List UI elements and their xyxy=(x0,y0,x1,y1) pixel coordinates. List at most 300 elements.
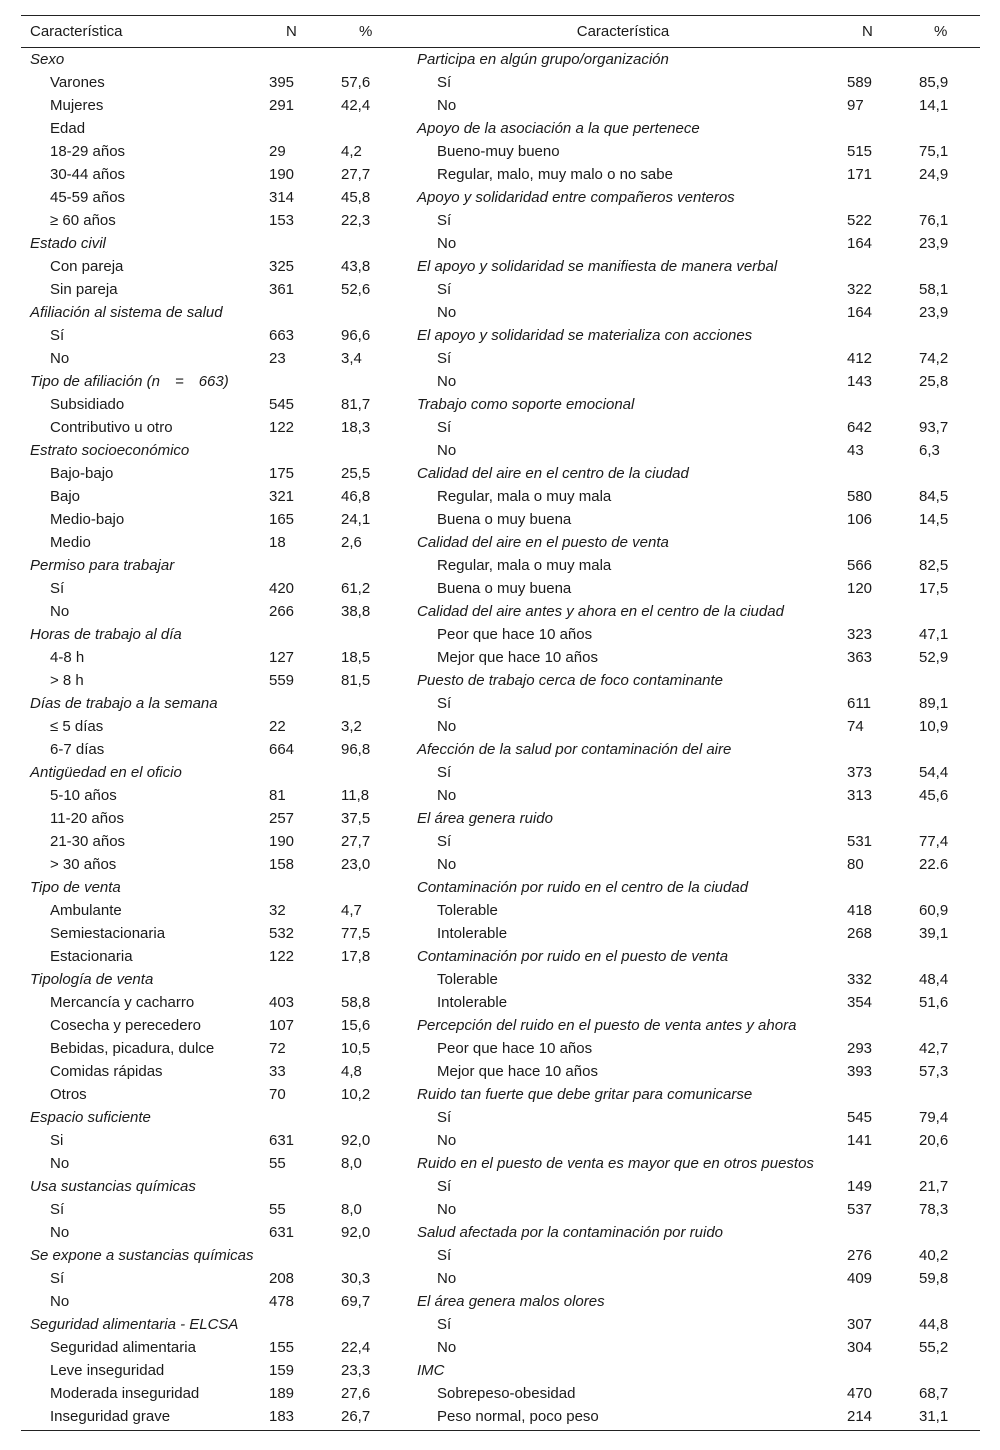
count-left: 153 xyxy=(269,212,295,229)
percent-right: 22.6 xyxy=(919,856,949,873)
count-right xyxy=(837,600,909,623)
subcategory-label-left: 30-44 años xyxy=(50,166,126,183)
percent-left: 11,8 xyxy=(341,787,370,804)
subcategory-label-right: Sí xyxy=(437,833,452,850)
subcategory-label-left: No xyxy=(50,1293,70,1310)
count-left: 33 xyxy=(269,1063,286,1080)
subcategory-label-right: Intolerable xyxy=(437,925,508,942)
subcategory-label-right: Mejor que hace 10 años xyxy=(437,649,598,666)
table-row xyxy=(21,1336,980,1359)
table-row xyxy=(21,393,980,416)
count-right: 293 xyxy=(847,1040,873,1057)
count-right xyxy=(837,48,909,72)
subcategory-label-left: Subsidiado xyxy=(50,396,125,413)
percent-right: 45,6 xyxy=(919,787,949,804)
count-left: 122 xyxy=(269,948,295,965)
subcategory-label-left: Bebidas, picadura, dulce xyxy=(50,1040,215,1057)
count-right xyxy=(837,807,909,830)
category-label-right: Calidad del aire en el centro de la ciudad xyxy=(417,465,689,482)
count-right: 522 xyxy=(847,212,873,229)
table-row xyxy=(21,416,980,439)
count-right xyxy=(837,738,909,761)
subcategory-label-left: Con pareja xyxy=(50,258,124,275)
percent-left: 3,2 xyxy=(341,718,362,735)
count-right: 164 xyxy=(847,235,873,252)
percent-right: 60,9 xyxy=(919,902,949,919)
percent-left: 25,5 xyxy=(341,465,371,482)
percent-right: 59,8 xyxy=(919,1270,949,1287)
percent-right: 47,1 xyxy=(919,626,949,643)
table-row xyxy=(21,508,980,531)
percent-right xyxy=(909,462,980,485)
percent-right: 51,6 xyxy=(919,994,949,1011)
percent-left: 37,5 xyxy=(341,810,371,827)
count-left: 23 xyxy=(269,350,286,367)
table-row xyxy=(21,646,980,669)
subcategory-label-left: 11-20 años xyxy=(50,810,124,827)
percent-right xyxy=(909,48,980,72)
header-characteristic-left: Característica xyxy=(21,16,261,48)
category-label-left: Tipo de venta xyxy=(30,879,121,896)
table-row xyxy=(21,347,980,370)
category-label-right: Ruido tan fuerte que debe gritar para comunicarse xyxy=(417,1086,753,1103)
count-left: 32 xyxy=(269,902,286,919)
table-row xyxy=(21,1014,980,1037)
table-row xyxy=(21,761,980,784)
table-body xyxy=(21,48,980,1431)
count-right: 313 xyxy=(847,787,873,804)
header-n-left: N xyxy=(261,16,333,48)
count-left: 159 xyxy=(269,1362,295,1379)
count-right xyxy=(837,255,909,278)
percent-right xyxy=(909,1290,980,1313)
subcategory-label-right: Sí xyxy=(437,695,452,712)
category-label-right: El apoyo y solidaridad se manifiesta de manera verbal xyxy=(417,258,778,275)
table-row xyxy=(21,1267,980,1290)
category-label-right: IMC xyxy=(417,1362,445,1379)
subcategory-label-right: Tolerable xyxy=(437,902,498,919)
category-label-right: Puesto de trabajo cerca de foco contaminante xyxy=(417,672,724,689)
subcategory-label-left: Mercancía y cacharro xyxy=(50,994,195,1011)
count-left: 72 xyxy=(269,1040,286,1057)
category-label-right: Afección de la salud por contaminación del aire xyxy=(417,741,732,758)
percent-left xyxy=(333,117,409,140)
count-right: 515 xyxy=(847,143,873,160)
count-right: 393 xyxy=(847,1063,873,1080)
count-right: 214 xyxy=(837,1405,909,1431)
subcategory-label-right: Regular, malo, muy malo o no sabe xyxy=(437,166,673,183)
subcategory-label-right: No xyxy=(437,856,457,873)
percent-right: 76,1 xyxy=(919,212,949,229)
count-right: 143 xyxy=(847,373,873,390)
percent-right: 14,5 xyxy=(919,511,949,528)
count-right: 537 xyxy=(847,1201,873,1218)
table-row xyxy=(21,600,980,623)
subcategory-label-right: Buena o muy buena xyxy=(437,580,572,597)
count-right xyxy=(837,1359,909,1382)
count-left: 122 xyxy=(269,419,295,436)
percent-left: 38,8 xyxy=(341,603,371,620)
subcategory-label-left: Sí xyxy=(50,580,65,597)
count-left: 361 xyxy=(269,281,295,298)
count-right xyxy=(837,876,909,899)
header-percent-left: % xyxy=(333,16,409,48)
subcategory-label-left: Medio xyxy=(50,534,91,551)
percent-right: 21,7 xyxy=(919,1178,949,1195)
table-row xyxy=(21,899,980,922)
header-n-right: N xyxy=(837,16,909,48)
table-row xyxy=(21,991,980,1014)
subcategory-label-left: Inseguridad grave xyxy=(21,1405,261,1431)
category-label-left: Horas de trabajo al día xyxy=(30,626,182,643)
table-row xyxy=(21,370,980,393)
count-left: 664 xyxy=(269,741,295,758)
table-row xyxy=(21,301,980,324)
category-label-left: Se expone a sustancias químicas xyxy=(30,1247,254,1264)
count-left: 70 xyxy=(269,1086,286,1103)
percent-left xyxy=(333,692,409,715)
count-right: 80 xyxy=(847,856,864,873)
subcategory-label-left: Sí xyxy=(50,327,65,344)
percent-left: 30,3 xyxy=(341,1270,371,1287)
count-left: 190 xyxy=(269,833,295,850)
subcategory-label-left: Moderada inseguridad xyxy=(50,1385,200,1402)
percent-right xyxy=(909,324,980,347)
subcategory-label-left: 45-59 años xyxy=(50,189,126,206)
table-row xyxy=(21,1152,980,1175)
count-right xyxy=(837,117,909,140)
percent-right: 48,4 xyxy=(919,971,949,988)
percent-right: 82,5 xyxy=(919,557,949,574)
count-left: 257 xyxy=(269,810,295,827)
count-left xyxy=(261,692,333,715)
percent-left xyxy=(333,1244,409,1267)
count-right xyxy=(837,1083,909,1106)
count-left: 155 xyxy=(269,1339,295,1356)
percent-right: 93,7 xyxy=(919,419,949,436)
percent-right xyxy=(909,945,980,968)
count-left xyxy=(261,876,333,899)
percent-left: 18,5 xyxy=(341,649,371,666)
table-row xyxy=(21,669,980,692)
percent-right xyxy=(909,393,980,416)
percent-right xyxy=(909,807,980,830)
count-left: 165 xyxy=(269,511,295,528)
percent-left xyxy=(333,301,409,324)
table-row xyxy=(21,830,980,853)
category-label-left: Usa sustancias químicas xyxy=(30,1178,196,1195)
header-row xyxy=(21,16,980,48)
table-row xyxy=(21,922,980,945)
table-row xyxy=(21,140,980,163)
count-left: 127 xyxy=(269,649,295,666)
count-right: 97 xyxy=(847,97,864,114)
percent-left: 81,7 xyxy=(341,396,371,413)
category-label-right: Contaminación por ruido en el centro de la ciudad xyxy=(417,879,749,896)
percent-left: 4,7 xyxy=(341,902,362,919)
category-label-left: Tipología de venta xyxy=(30,971,154,988)
table-row xyxy=(21,1198,980,1221)
subcategory-label-right: Peso normal, poco peso xyxy=(409,1405,837,1431)
category-label-left: Estado civil xyxy=(30,235,106,252)
table-row xyxy=(21,324,980,347)
subcategory-label-right: Tolerable xyxy=(437,971,498,988)
subcategory-label-left: Sí xyxy=(50,1201,65,1218)
count-right: 322 xyxy=(847,281,873,298)
subcategory-label-left: Seguridad alimentaria xyxy=(50,1339,196,1356)
percent-left: 27,7 xyxy=(341,833,371,850)
subcategory-label-left: Sin pareja xyxy=(50,281,118,298)
subcategory-label-left: ≥ 60 años xyxy=(50,212,116,229)
percent-left: 22,4 xyxy=(341,1339,371,1356)
percent-left: 23,3 xyxy=(341,1362,371,1379)
count-right xyxy=(837,1221,909,1244)
percent-left: 23,0 xyxy=(341,856,371,873)
subcategory-label-left: Cosecha y perecedero xyxy=(50,1017,201,1034)
table-row xyxy=(21,692,980,715)
count-right: 74 xyxy=(847,718,864,735)
category-label-right: Participa en algún grupo/organización xyxy=(417,51,669,68)
count-right: 580 xyxy=(847,488,873,505)
percent-left xyxy=(333,48,409,72)
characteristics-table xyxy=(21,15,980,1431)
table-row xyxy=(21,232,980,255)
count-right xyxy=(837,462,909,485)
subcategory-label-right: No xyxy=(437,304,457,321)
subcategory-label-left: 18-29 años xyxy=(50,143,126,160)
percent-right: 14,1 xyxy=(919,97,949,114)
percent-left: 27,6 xyxy=(341,1385,371,1402)
category-label-right: El área genera ruido xyxy=(417,810,553,827)
table-row xyxy=(21,577,980,600)
table-row xyxy=(21,94,980,117)
count-left: 266 xyxy=(269,603,295,620)
percent-left: 24,1 xyxy=(341,511,371,528)
percent-right: 23,9 xyxy=(919,304,949,321)
percent-left xyxy=(333,623,409,646)
percent-right: 58,1 xyxy=(919,281,949,298)
subcategory-label-right: Regular, mala o muy mala xyxy=(437,488,612,505)
table-row xyxy=(21,945,980,968)
subcategory-label-right: Sí xyxy=(437,1109,452,1126)
percent-right xyxy=(909,738,980,761)
count-right: 589 xyxy=(847,74,873,91)
count-right: 470 xyxy=(847,1385,873,1402)
count-left: 559 xyxy=(269,672,295,689)
subcategory-label-right: Sí xyxy=(437,281,452,298)
table-row xyxy=(21,1359,980,1382)
subcategory-label-right: No xyxy=(437,442,457,459)
count-right: 43 xyxy=(847,442,864,459)
count-right: 171 xyxy=(847,166,873,183)
count-right xyxy=(837,1152,909,1175)
percent-right xyxy=(909,255,980,278)
count-left: 663 xyxy=(269,327,295,344)
count-left: 478 xyxy=(269,1293,295,1310)
category-label-right: El apoyo y solidaridad se materializa con acciones xyxy=(417,327,753,344)
subcategory-label-right: No xyxy=(437,235,457,252)
subcategory-label-right: Sí xyxy=(437,1247,452,1264)
percent-right: 40,2 xyxy=(919,1247,949,1264)
percent-left xyxy=(333,554,409,577)
category-label-right: Ruido en el puesto de venta es mayor que en otros puestos xyxy=(417,1155,814,1172)
subcategory-label-left: Medio-bajo xyxy=(50,511,125,528)
count-left: 29 xyxy=(269,143,286,160)
count-left xyxy=(261,554,333,577)
percent-right: 74,2 xyxy=(919,350,949,367)
subcategory-label-right: Sí xyxy=(437,350,452,367)
count-right xyxy=(837,186,909,209)
count-right xyxy=(837,531,909,554)
count-left: 545 xyxy=(269,396,295,413)
count-left: 395 xyxy=(269,74,295,91)
subcategory-label-left: Estacionaria xyxy=(50,948,133,965)
count-right: 120 xyxy=(847,580,873,597)
percent-right xyxy=(909,531,980,554)
percent-right: 54,4 xyxy=(919,764,949,781)
count-right: 412 xyxy=(847,350,873,367)
count-left xyxy=(261,761,333,784)
category-label-left: Estrato socioeconómico xyxy=(30,442,190,459)
percent-left: 8,0 xyxy=(341,1201,362,1218)
category-label-right: Apoyo y solidaridad entre compañeros venteros xyxy=(417,189,735,206)
count-left: 183 xyxy=(261,1405,333,1431)
subcategory-label-left: Varones xyxy=(50,74,105,91)
percent-left: 4,8 xyxy=(341,1063,362,1080)
subcategory-label-right: Peor que hace 10 años xyxy=(437,1040,593,1057)
count-left: 190 xyxy=(269,166,295,183)
percent-right xyxy=(909,1221,980,1244)
subcategory-label-left: Bajo xyxy=(50,488,81,505)
count-left: 208 xyxy=(269,1270,295,1287)
table-row xyxy=(21,1129,980,1152)
subcategory-label-right: No xyxy=(437,1270,457,1287)
percent-right: 79,4 xyxy=(919,1109,949,1126)
subcategory-label-right: No xyxy=(437,373,457,390)
subcategory-label-left: Bajo-bajo xyxy=(50,465,114,482)
count-right: 531 xyxy=(847,833,873,850)
percent-left xyxy=(333,968,409,991)
category-label-right: Calidad del aire en el puesto de venta xyxy=(417,534,669,551)
subcategory-label-right: Sí xyxy=(437,74,452,91)
subcategory-label-left: > 8 h xyxy=(50,672,84,689)
percent-left: 2,6 xyxy=(341,534,362,551)
table-row xyxy=(21,715,980,738)
percent-left: 69,7 xyxy=(341,1293,371,1310)
subcategory-label-left: Ambulante xyxy=(50,902,122,919)
subcategory-label-left: ≤ 5 días xyxy=(50,718,104,735)
count-left: 631 xyxy=(269,1224,295,1241)
count-left: 55 xyxy=(269,1155,286,1172)
percent-right: 85,9 xyxy=(919,74,949,91)
count-left: 403 xyxy=(269,994,295,1011)
percent-left xyxy=(333,1175,409,1198)
percent-right xyxy=(909,186,980,209)
table-row xyxy=(21,1175,980,1198)
percent-left: 17,8 xyxy=(341,948,371,965)
subcategory-label-left: 4-8 h xyxy=(50,649,85,666)
percent-right: 57,3 xyxy=(919,1063,949,1080)
percent-left: 57,6 xyxy=(341,74,371,91)
percent-left: 3,4 xyxy=(341,350,362,367)
table-row xyxy=(21,1244,980,1267)
subcategory-label-left: No xyxy=(50,603,70,620)
subcategory-label-left: Comidas rápidas xyxy=(50,1063,163,1080)
percent-right: 78,3 xyxy=(919,1201,949,1218)
percent-right: 24,9 xyxy=(919,166,949,183)
table-header xyxy=(21,16,980,48)
table-row xyxy=(21,1221,980,1244)
table-row xyxy=(21,48,980,72)
table-row xyxy=(21,71,980,94)
table-row xyxy=(21,209,980,232)
count-left: 420 xyxy=(269,580,295,597)
subcategory-label-left: Mujeres xyxy=(50,97,104,114)
count-right xyxy=(837,1014,909,1037)
category-label-left: Tipo de afiliación (n = 663) xyxy=(30,373,229,390)
header-characteristic-right: Característica xyxy=(409,16,837,48)
percent-right: 55,2 xyxy=(919,1339,949,1356)
percent-left xyxy=(333,761,409,784)
subcategory-label-left: Semiestacionaria xyxy=(50,925,166,942)
percent-right: 6,3 xyxy=(919,442,940,459)
count-left xyxy=(261,232,333,255)
table-row xyxy=(21,462,980,485)
category-label-right: Percepción del ruido en el puesto de venta antes y ahora xyxy=(417,1017,797,1034)
subcategory-label-right: Sobrepeso-obesidad xyxy=(437,1385,576,1402)
count-left: 158 xyxy=(269,856,295,873)
count-left xyxy=(261,968,333,991)
table-row xyxy=(21,1290,980,1313)
count-left xyxy=(261,1244,333,1267)
subcategory-label-left: Edad xyxy=(50,120,86,137)
percent-left xyxy=(333,876,409,899)
category-label-right: Calidad del aire antes y ahora en el centro de la ciudad xyxy=(417,603,784,620)
table-row xyxy=(21,163,980,186)
table-row xyxy=(21,1037,980,1060)
count-right: 141 xyxy=(847,1132,873,1149)
category-label-left: Sexo xyxy=(30,51,65,68)
percent-left xyxy=(333,1106,409,1129)
subcategory-label-right: Bueno-muy bueno xyxy=(437,143,560,160)
count-right: 418 xyxy=(847,902,873,919)
subcategory-label-left: 21-30 años xyxy=(50,833,126,850)
percent-left xyxy=(333,370,409,393)
count-left xyxy=(261,48,333,72)
category-label-left: Espacio suficiente xyxy=(30,1109,151,1126)
count-left: 55 xyxy=(269,1201,286,1218)
percent-right: 75,1 xyxy=(919,143,949,160)
count-right xyxy=(837,393,909,416)
table-row xyxy=(21,554,980,577)
subcategory-label-left: No xyxy=(50,350,70,367)
percent-left: 15,6 xyxy=(341,1017,371,1034)
count-right: 363 xyxy=(847,649,873,666)
percent-right: 23,9 xyxy=(919,235,949,252)
percent-left: 8,0 xyxy=(341,1155,362,1172)
count-right: 106 xyxy=(847,511,873,528)
subcategory-label-left: > 30 años xyxy=(50,856,117,873)
subcategory-label-left: 6-7 días xyxy=(50,741,105,758)
subcategory-label-right: Sí xyxy=(437,212,452,229)
table-row xyxy=(21,807,980,830)
table-row xyxy=(21,623,980,646)
category-label-right: Apoyo de la asociación a la que pertenece xyxy=(417,120,700,137)
count-left: 175 xyxy=(269,465,295,482)
table-row xyxy=(21,1060,980,1083)
count-left: 22 xyxy=(269,718,286,735)
percent-right: 68,7 xyxy=(919,1385,949,1402)
